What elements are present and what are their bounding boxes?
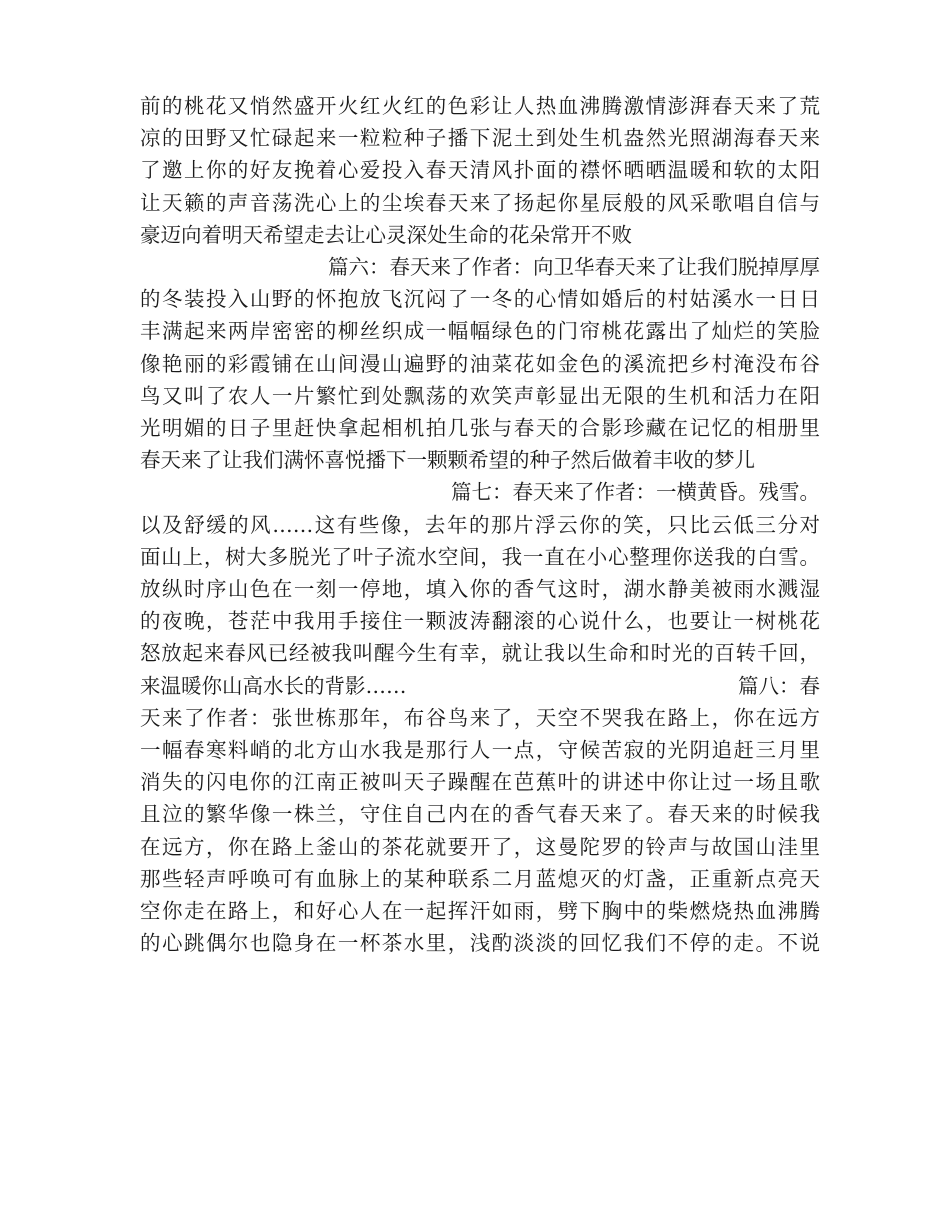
text-line: 一幅春寒料峭的北方山水我是那行人一点，守候苦寂的光阴追赶三月里 [140,738,820,763]
text-line: 怒放起来春风已经被我叫醒今生有幸，就让我以生命和时光的百转千回， [140,641,820,666]
text-line: 消失的闪电你的江南正被叫天子躁醒在芭蕉叶的讲述中你让过一场且歌 [140,770,820,795]
section-heading-line: 篇七：春天来了作者：一横黄昏。残雪。 [451,480,820,505]
text-line: 放纵时序山色在一刻一停地，填入你的香气这时，湖水静美被雨水溅湿 [140,577,820,602]
text-line-with-heading [140,670,820,702]
text-line: 豪迈向着明天希望走去让心灵深处生命的花朵常开不败 [140,222,632,247]
section-heading: 篇八：春 [738,673,820,698]
text-line: 凉的田野又忙碌起来一粒粒种子播下泥土到处生机盎然光照湖海春天来 [140,126,820,151]
text-line: 在远方，你在路上釜山的茶花就要开了，这曼陀罗的铃声与故国山洼里 [140,834,820,859]
text-line: 的冬装投入山野的怀抱放飞沉闷了一冬的心情如婚后的村姑溪水一日日 [140,287,820,312]
text-line: 那些轻声呼唤可有血脉上的某种联系二月蓝熄灭的灯盏，正重新点亮天 [140,866,820,891]
document-body [140,90,820,959]
text-line: 让天籁的声音荡洗心上的尘埃春天来了扬起你星辰般的风采歌唱自信与 [140,190,820,215]
text-line: 光明媚的日子里赶快拿起相机拍几张与春天的合影珍藏在记忆的相册里 [140,416,820,441]
text-line: 以及舒缓的风……这有些像，去年的那片浮云你的笑，只比云低三分对 [140,512,820,537]
section-heading-line: 篇六：春天来了作者：向卫华春天来了让我们脱掉厚厚 [328,255,820,280]
text-line: 春天来了让我们满怀喜悦播下一颗颗希望的种子然后做着丰收的梦儿 [140,448,755,473]
text-line: 空你走在路上，和好心人在一起挥汗如雨，劈下胸中的柴燃烧热血沸腾 [140,899,820,924]
text-fragment: 来温暖你山高水长的背影…… [140,673,407,698]
text-line: 的心跳偶尔也隐身在一杯茶水里，浅酌淡淡的回忆我们不停的走。不说 [140,931,820,956]
text-line: 且泣的繁华像一株兰，守住自己内在的香气春天来了。春天来的时候我 [140,802,820,827]
text-line: 天来了作者：张世栋那年，布谷鸟来了，天空不哭我在路上，你在远方 [140,705,820,730]
text-line: 丰满起来两岸密密的柳丝织成一幅幅绿色的门帘桃花露出了灿烂的笑脸 [140,319,820,344]
text-line: 的夜晚，苍茫中我用手接住一颗波涛翻滚的心说什么，也要让一树桃花 [140,609,820,634]
text-line: 了邀上你的好友挽着心爱投入春天清风扑面的襟怀晒晒温暖和软的太阳 [140,158,820,183]
text-line: 鸟又叫了农人一片繁忙到处飘荡的欢笑声彰显出无限的生机和活力在阳 [140,383,820,408]
text-line: 像艳丽的彩霞铺在山间漫山遍野的油菜花如金色的溪流把乡村淹没布谷 [140,351,820,376]
text-line: 面山上，树大多脱光了叶子流水空间，我一直在小心整理你送我的白雪。 [140,544,820,569]
text-line: 前的桃花又悄然盛开火红火红的色彩让人热血沸腾激情澎湃春天来了荒 [140,94,820,118]
